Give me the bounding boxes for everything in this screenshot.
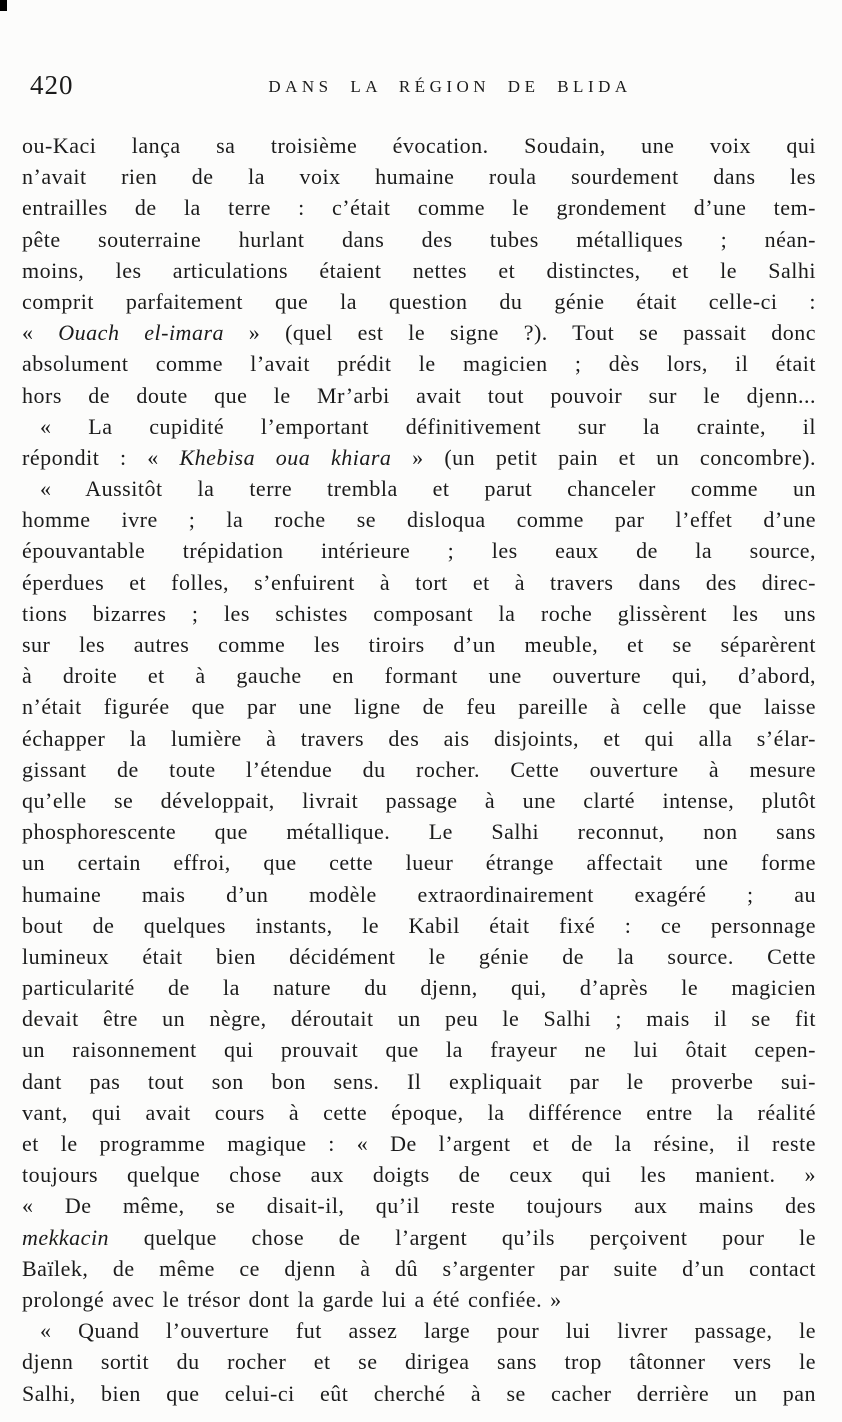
text-segment: pête souterraine hurlant dans des tubes métalliques ; néan- (22, 226, 816, 252)
italic-phrase: Ouach el-imara (58, 320, 225, 346)
text-segment: phosphorescente que métallique. Le Salhi reconnut, non sans (22, 819, 816, 845)
text-segment: éperdues et folles, s’enfuirent à tort et à travers dans des direc- (22, 569, 816, 595)
text-segment: dant pas tout son bon sens. Il expliquait par le proverbe sui- (22, 1068, 816, 1094)
text-line (22, 1159, 816, 1190)
text-segment: « Quand l’ouverture fut assez large pour lui livrer passage, le (40, 1318, 816, 1344)
text-line (22, 1066, 816, 1097)
text-segment: quelque chose de l’argent qu’ils perçoivent pour le (109, 1224, 816, 1250)
text-line (22, 411, 816, 442)
text-segment: ou-Kaci lança sa troisième évocation. Soudain, une voix qui (22, 133, 816, 158)
text-block (22, 130, 816, 1409)
text-line (22, 598, 816, 629)
text-segment: humaine mais d’un modèle extraordinairement exagéré ; au (22, 881, 816, 907)
text-segment: djenn sortit du rocher et se dirigea sans trop tâtonner vers le (22, 1349, 816, 1375)
text-line (22, 1284, 816, 1315)
text-line (22, 1315, 816, 1346)
text-segment: un raisonnement qui prouvait que la frayeur ne lui ôtait cepen- (22, 1037, 816, 1063)
text-segment: comprit parfaitement que la question du génie était celle-ci : (22, 288, 816, 314)
text-segment: » (un petit pain et un concombre). (391, 444, 816, 470)
text-line (22, 847, 816, 878)
text-line (22, 567, 816, 598)
text-segment: gissant de toute l’étendue du rocher. Cette ouverture à mesure (22, 756, 816, 782)
text-line (22, 348, 816, 379)
text-line (22, 317, 816, 348)
text-line (22, 1190, 816, 1221)
text-segment: et le programme magique : « De l’argent et de la résine, il reste (22, 1131, 816, 1156)
text-segment: qu’elle se développait, livrait passage à une clarté intense, plutôt (22, 787, 816, 813)
text-line (22, 972, 816, 1003)
text-segment: prolongé avec le trésor dont la garde lui a été confiée. » (22, 1286, 562, 1312)
text-line (22, 224, 816, 255)
text-segment: sur les autres comme les tiroirs d’un meuble, et se séparèrent (22, 632, 816, 657)
text-segment: « (22, 320, 59, 346)
text-segment: vant, qui avait cours à cette époque, la différence entre la réalité (22, 1099, 816, 1125)
italic-phrase: mekkacin (22, 1224, 110, 1250)
scan-artifact-mark (0, 0, 7, 11)
text-segment: un certain effroi, que cette lueur étrange affectait une forme (22, 850, 816, 876)
text-line (22, 380, 816, 411)
text-line (22, 941, 816, 972)
text-segment: n’était figurée que par une ligne de feu pareille à celle que laisse (22, 694, 816, 720)
text-segment: échapper la lumière à travers des ais disjoints, et qui alla s’élar- (22, 725, 816, 751)
text-line (22, 442, 816, 473)
text-segment: particularité de la nature du djenn, qui, d’après le magicien (22, 975, 816, 1001)
text-line (22, 535, 816, 566)
text-line (22, 785, 816, 816)
text-line (22, 1034, 816, 1065)
text-segment: répondit : « (22, 444, 180, 470)
text-line (22, 629, 816, 660)
text-segment: épouvantable trépidation intérieure ; les eaux de la source, (22, 538, 816, 564)
text-line (22, 504, 816, 535)
text-segment: devait être un nègre, déroutait un peu le Salhi ; mais il se fit (22, 1006, 816, 1032)
text-line (22, 816, 816, 847)
text-line (22, 754, 816, 785)
text-line (22, 660, 816, 691)
text-segment: hors de doute que le Mr’arbi avait tout pouvoir sur le djenn... (22, 382, 816, 408)
text-segment: « Aussitôt la terre trembla et parut chanceler comme un (40, 476, 816, 502)
text-segment: lumineux était bien décidément le génie de la source. Cette (22, 943, 816, 969)
text-line (22, 192, 816, 223)
page-header (0, 70, 842, 104)
text-segment: Salhi, bien que celui-ci eût cherché à se cacher derrière un pan (22, 1380, 816, 1406)
text-segment: Baïlek, de même ce djenn à dû s’argenter par suite d’un contact (22, 1255, 816, 1281)
text-segment: absolument comme l’avait prédit le magicien ; dès lors, il était (22, 351, 816, 377)
text-line (22, 1222, 816, 1253)
text-line (22, 1097, 816, 1128)
text-line (22, 161, 816, 192)
text-segment: n’avait rien de la voix humaine roula sourdement dans les (22, 164, 816, 190)
text-line (22, 910, 816, 941)
italic-phrase: Khebisa oua khiara (179, 444, 392, 470)
page-number: 420 (30, 70, 74, 100)
text-line (22, 1003, 816, 1034)
text-line (22, 473, 816, 504)
text-segment: « La cupidité l’emportant définitivement sur la crainte, il (40, 413, 816, 439)
text-segment: bout de quelques instants, le Kabil était fixé : ce personnage (22, 912, 816, 938)
text-segment: moins, les articulations étaient nettes et distinctes, et le Salhi (22, 257, 816, 283)
text-segment: entrailles de la terre : c’était comme le grondement d’une tem- (22, 195, 816, 221)
text-segment: homme ivre ; la roche se disloqua comme par l’effet d’une (22, 507, 816, 533)
text-segment: tions bizarres ; les schistes composant la roche glissèrent les uns (22, 600, 816, 626)
text-line (22, 879, 816, 910)
text-line (22, 1253, 816, 1284)
text-line (22, 286, 816, 317)
text-line (22, 1128, 816, 1159)
text-line (22, 255, 816, 286)
text-segment: « De même, se disait-il, qu’il reste toujours aux mains des (22, 1193, 816, 1219)
text-line (22, 1378, 816, 1409)
text-line (22, 691, 816, 722)
running-title: DANS LA RÉGION DE BLIDA (268, 77, 632, 96)
text-line (22, 1346, 816, 1377)
text-segment: toujours quelque chose aux doigts de ceux qui les manient. » (22, 1162, 816, 1188)
text-line (22, 723, 816, 754)
text-segment: à droite et à gauche en formant une ouverture qui, d’abord, (22, 663, 816, 689)
text-segment: » (quel est le signe ?). Tout se passait donc (224, 320, 817, 346)
text-line (22, 130, 816, 161)
